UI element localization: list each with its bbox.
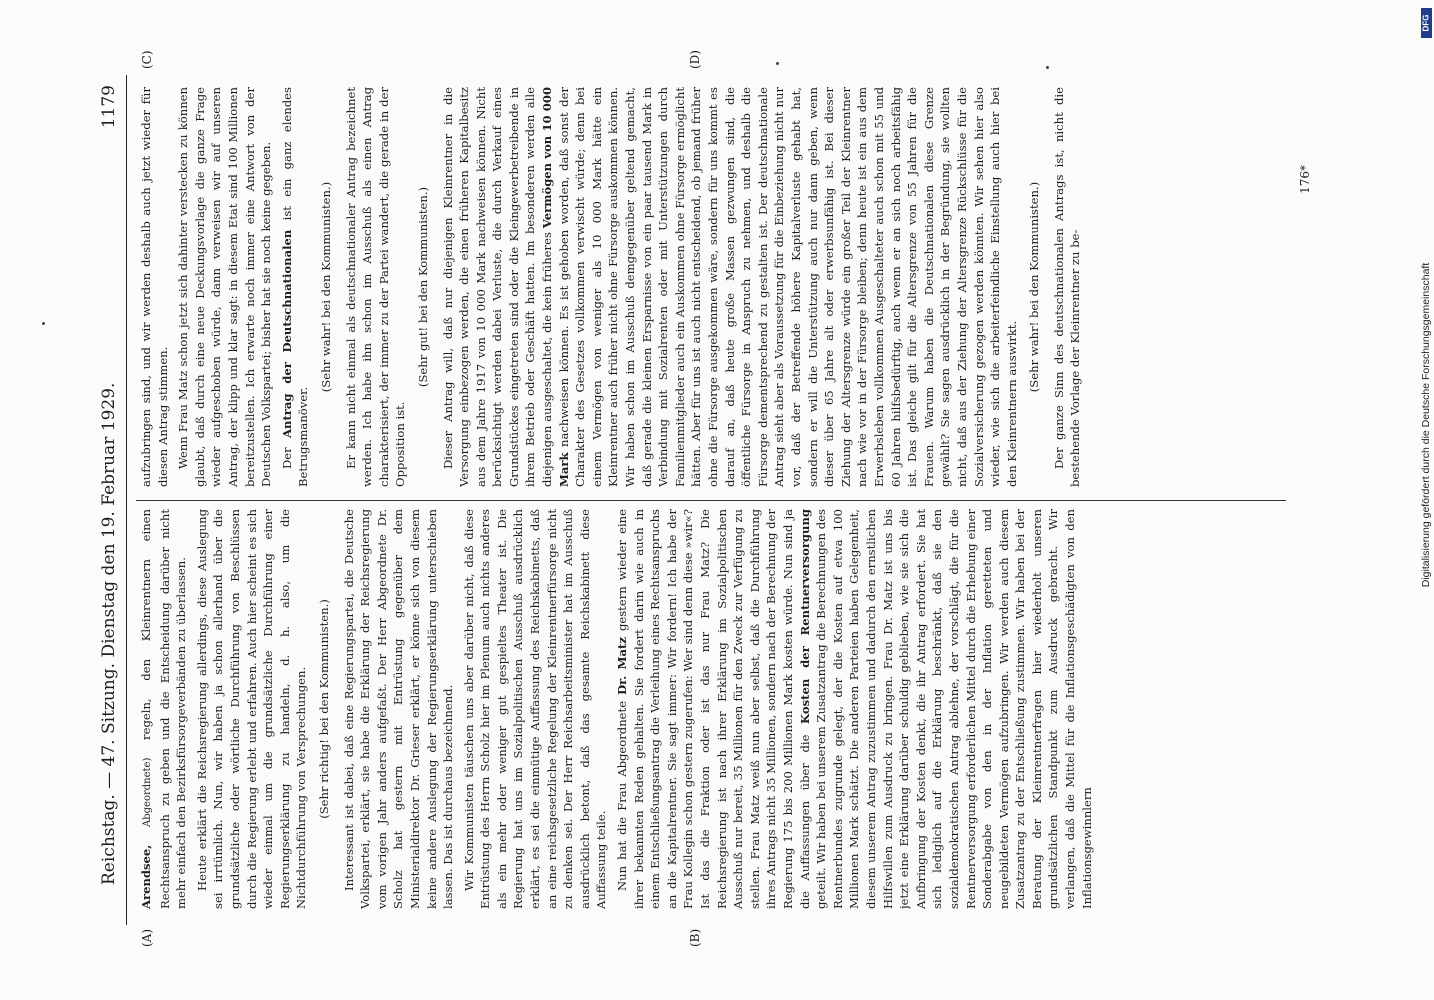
document-page xyxy=(92,50,1342,947)
interjection: (Sehr wahr! bei den Kommunisten.) xyxy=(318,181,333,393)
paragraph: Wenn Frau Matz schon jetzt sich dahinter verstecken zu können glaubt, daß durch eine neue Deckungsvorlage die ganze Frage wieder aufgeschoben würde, dann verweisen wir auf unseren Antrag, der klipp und klar sagt: in diesem Etat sind 100 Millionen bereitzustellen. Ich erwarte noch immer eine Antwort von der Deutschen Volkspartei; bisher hat sie noch keine gegeben. xyxy=(176,87,274,487)
paragraph-text: Der xyxy=(279,447,294,469)
paragraph: Der ganze Sinn des deutschnationalen Antrags ist, nicht die bestehende Vorlage der Kleinrentner zu be- xyxy=(1051,87,1083,487)
paragraph-text: gestern wieder eine ihrer bekannten Reden gehalten. Sie fordert darin wie auch in einem Entschließungsantrag die Verleihung eines Rechtsanspruchs an die Kapitalrentner. Sie sagt immer: Wir fordern! Ich habe der Frau Kollegin schon gestern zugerufen: Wer sind denn diese »wir«? Ist das die Fraktion oder ist das nur Frau Matz? Die Reichsregierung ist nach ihrer Erklärung im Sozialpolitischen Ausschuß nur bereit, 35 Millionen für den Zweck zur Verfügung zu stellen. Frau Matz weiß nun aber selbst, daß die Durchführung ihres Antrags nicht 35 Millionen, sondern nach der Berechnung der Regierung 175 bis 200 Millionen Mark kosten würde. Nun sind ja die Auffassungen über die xyxy=(615,509,812,909)
speaker-name: Arendsee, xyxy=(139,844,153,909)
paragraph xyxy=(440,87,1021,487)
paragraph-text: regeln, den Kleinrentnern einen Rechtsanspruch zu geben und die Entscheidung darüber nicht mehr einfach den Bezirksfürsorgeverbänden zu überlassen. xyxy=(139,509,189,909)
paragraph: Er kann nicht einmal als deutschnationaler Antrag bezeichnet werden. Ich habe ihn schon im Ausschuß als einen Antrag charakterisiert, der immer zu der Partei wandert, die gerade in der Opposition ist. xyxy=(343,87,408,487)
signature-mark: 176* xyxy=(1298,165,1312,194)
emphasized-term: Vermögen von 10 000 Mark xyxy=(540,87,571,487)
paragraph-text: geteilt. Wir haben bei unserem Zusatzantrag die Berechnungen des Rentnerbundes zugrunde gelegt, der die Kosten auf etwa 100 Millionen Mark schätzt. Die anderen Parteien haben Gelegenheit, diesem unserem Antrag zuzustimmen und dadurch den ernstlichen Hilfswillen zum Ausdruck zu bringen. Frau Dr. Matz ist uns bis jetzt eine Erklärung darüber schuldig geblieben, wie sie sich die Aufbringung der Kosten denkt, die ihr Antrag erfordert. Sie hat sich lediglich auf die Erklärung beschränkt, daß sie den sozialdemokratischen Antrag ablehne, der vorschlägt, die für die Rentnerversorgung erforderlichen Mittel durch die Erhebung einer Sonderabgabe von den in der Inflation geretteten und neugebildeten Vermögen aufzubringen. Wir werden auch diesem Zusatzantrag zu der Entschließung zustimmen. Wir haben bei der Beratung der Kleinrentnerfragen hier wiederholt unseren grundsätzlichen Standpunkt zum Ausdruck gebracht. Wir verlangen, daß die Mittel für die Inflationsgeschädigten von den Inflationsgewinnlern xyxy=(814,509,1094,909)
scan-speck xyxy=(1046,66,1049,69)
paragraph: Wir Kommunisten täuschen uns aber darüber nicht, daß diese Entrüstung des Herrn Scholz hier im Plenum auch nichts anderes als ein mehr oder weniger gut gespieltes Theater ist. Die Regierung hat uns im Sozialpolitischen Ausschuß ausdrücklich erklärt, es sei die einmütige Auffassung des Reichskabinetts, daß an eine reichsgesetzliche Regelung der Kleinrentnerfürsorge nicht zu denken sei. Der Herr Reichsarbeitsminister hat im Ausschuß ausdrücklich betont, daß das gesamte Reichskabinett diese Auffassung teile. xyxy=(461,509,609,909)
paragraph-text: ist ein ganz elendes Betrugsmanöver. xyxy=(279,87,311,487)
paragraph: Interessant ist dabei, daß eine Regierungspartei, die Deutsche Volkspartei, erklärt, sie habe die Erklärung der Reichsregierung vom vorigen Jahr anders aufgefaßt. Der Herr Abgeordnete Dr. Scholz hat gestern mit Entrüstung gegenüber dem Ministerialdirektor Dr. Grieser erklärt, er könne sich von diesem keine andere Auslegung der Regierungserklärung unterschieben lassen. Das ist durchaus bezeichnend. xyxy=(341,509,456,909)
running-header xyxy=(92,75,127,925)
interjection: (Sehr richtig! bei den Kommunisten.) xyxy=(316,599,331,819)
interjection: (Sehr gut! bei den Kommunisten.) xyxy=(415,186,430,388)
dfg-logo-text: DFG xyxy=(1421,14,1431,32)
scan-speck xyxy=(776,62,779,65)
digitization-credit xyxy=(1420,5,1432,785)
interjection: (Sehr wahr! bei den Kommunisten.) xyxy=(1027,181,1042,393)
left-column xyxy=(138,509,1278,909)
dfg-logo xyxy=(1421,8,1432,38)
page-number: 1179 xyxy=(99,85,119,129)
margin-mark-c: (C) xyxy=(140,50,154,69)
margin-mark-a: (A) xyxy=(140,928,154,947)
paragraph: Heute erklärt die Reichsregierung allerdings, diese Auslegung sei irrtümlich. Nun, wir haben ja schon allerhand über die grundsätzliche oder wörtliche Durchführung von Beschlüssen durch die Regierung erlebt und erfahren. Auch hier scheint es sich wieder einmal um die grundsätzliche Durchführung einer Regierungserklärung zu handeln, d. h. also, um die Nichtdurchführung von Versprechungen. xyxy=(194,509,309,909)
header-session-text: Reichstag. — 47. Sitzung. xyxy=(99,662,119,885)
column-divider xyxy=(136,500,1286,501)
header-session xyxy=(92,383,126,885)
paragraph-text: Dieser Antrag will, daß nur diejenigen Kleinrentner in die Versorgung einbezogen werden, die einen früheren Kapitalbesitz aus dem Jahre 1917 von 10 000 Mark nachweisen können. Nicht berücksichtigt werden dabei Verluste, die durch Verkauf eines Grundstückes eingetreten sind oder die Kleingewerbetreibende in ihrem Betrieb oder Geschäft hatten. Im besonderen werden alle diejenigen ausgeschaltet, die kein früheres xyxy=(440,87,555,487)
paragraph: aufzubringen sind, und wir werden deshalb auch jetzt wieder für diesen Antrag stimmen. xyxy=(139,87,170,487)
margin-mark-d: (D) xyxy=(688,50,702,69)
scan-speck xyxy=(42,322,45,325)
emphasized-term: Antrag der Deutschnationalen xyxy=(279,229,294,438)
emphasized-term: Kosten der Rentnerversorgung xyxy=(797,509,812,724)
paragraph-text: nachweisen können. Es ist gehoben worden, daß sonst der Charakter des Gesetzes vollkommen verwischt würde; denn bei einem Vermögen von weniger als 10 000 Mark hätte ein Kleinrentner auch früher nicht ohne Fürsorge auskommen können. Wir haben schon im Ausschuß demgegenüber geltend gemacht, daß gerade die kleinen Ersparnisse von ein paar tausend Mark in Verbindung mit Sozialrenten oder mit Unterstützungen durch Familienmitglieder auch ein Auskommen ohne Fürsorge ermöglicht hätten. Aber für uns ist auch nicht entscheidend, ob jemand früher ohne die Fürsorge ausgekommen wäre, sondern für uns kommt es darauf an, daß heute große Massen gezwungen sind, die öffentliche Fürsorge in Anspruch zu nehmen, und deshalb die Fürsorge dementsprechend zu gestalten ist. Der deutschnationale Antrag sieht aber als Voraussetzung für die Einbeziehung nicht nur vor, daß der Betreffende höhere Kapitalverluste gehabt hat, sondern er will die Unterstützung auch nur dann geben, wenn dieser über 65 Jahre alt oder erwerbsunfähig ist. Bei dieser Ziehung der Altersgrenze würde ein großer Teil der Kleinrentner nach wie vor in der Fürsorge bleiben; denn heute ist ein aus dem Erwerbsleben vollkommen Ausgeschalteter auch schon mit 55 und 60 Jahren hilfsbedürftig, auch wenn er an sich noch arbeitsfähig ist. Das gleiche gilt für die Altersgrenze von 55 Jahren für die Frauen. Warum haben die Deutschnationalen diese Grenze gewählt? Sie sagen ausdrücklich in der Begründung, sie wollten nicht, daß aus der Ziehung der Altersgrenze Rückschlüsse für die Sozialversicherung gezogen werden könnten. Wir sehen hier also wieder, wie sich die arbeiterfeindliche Einstellung auch hier bei den Kleinrentnern auswirkt. xyxy=(556,87,1019,487)
paragraph xyxy=(138,509,190,909)
emphasized-name: Dr. Matz xyxy=(615,637,630,695)
paragraph xyxy=(279,87,312,487)
paragraph-text: Nun hat die Frau Abgeordnete xyxy=(615,700,630,891)
speaker-role: Abgeordnete) xyxy=(142,757,153,827)
right-column xyxy=(138,87,1278,487)
margin-mark-b: (B) xyxy=(688,928,702,947)
header-date: Dienstag den 19. Februar 1929. xyxy=(99,382,119,658)
paragraph xyxy=(614,509,1095,909)
digitization-credit-text: Digitalisierung gefördert durch die Deutsche Forschungsgemeinschaft xyxy=(1420,262,1432,588)
